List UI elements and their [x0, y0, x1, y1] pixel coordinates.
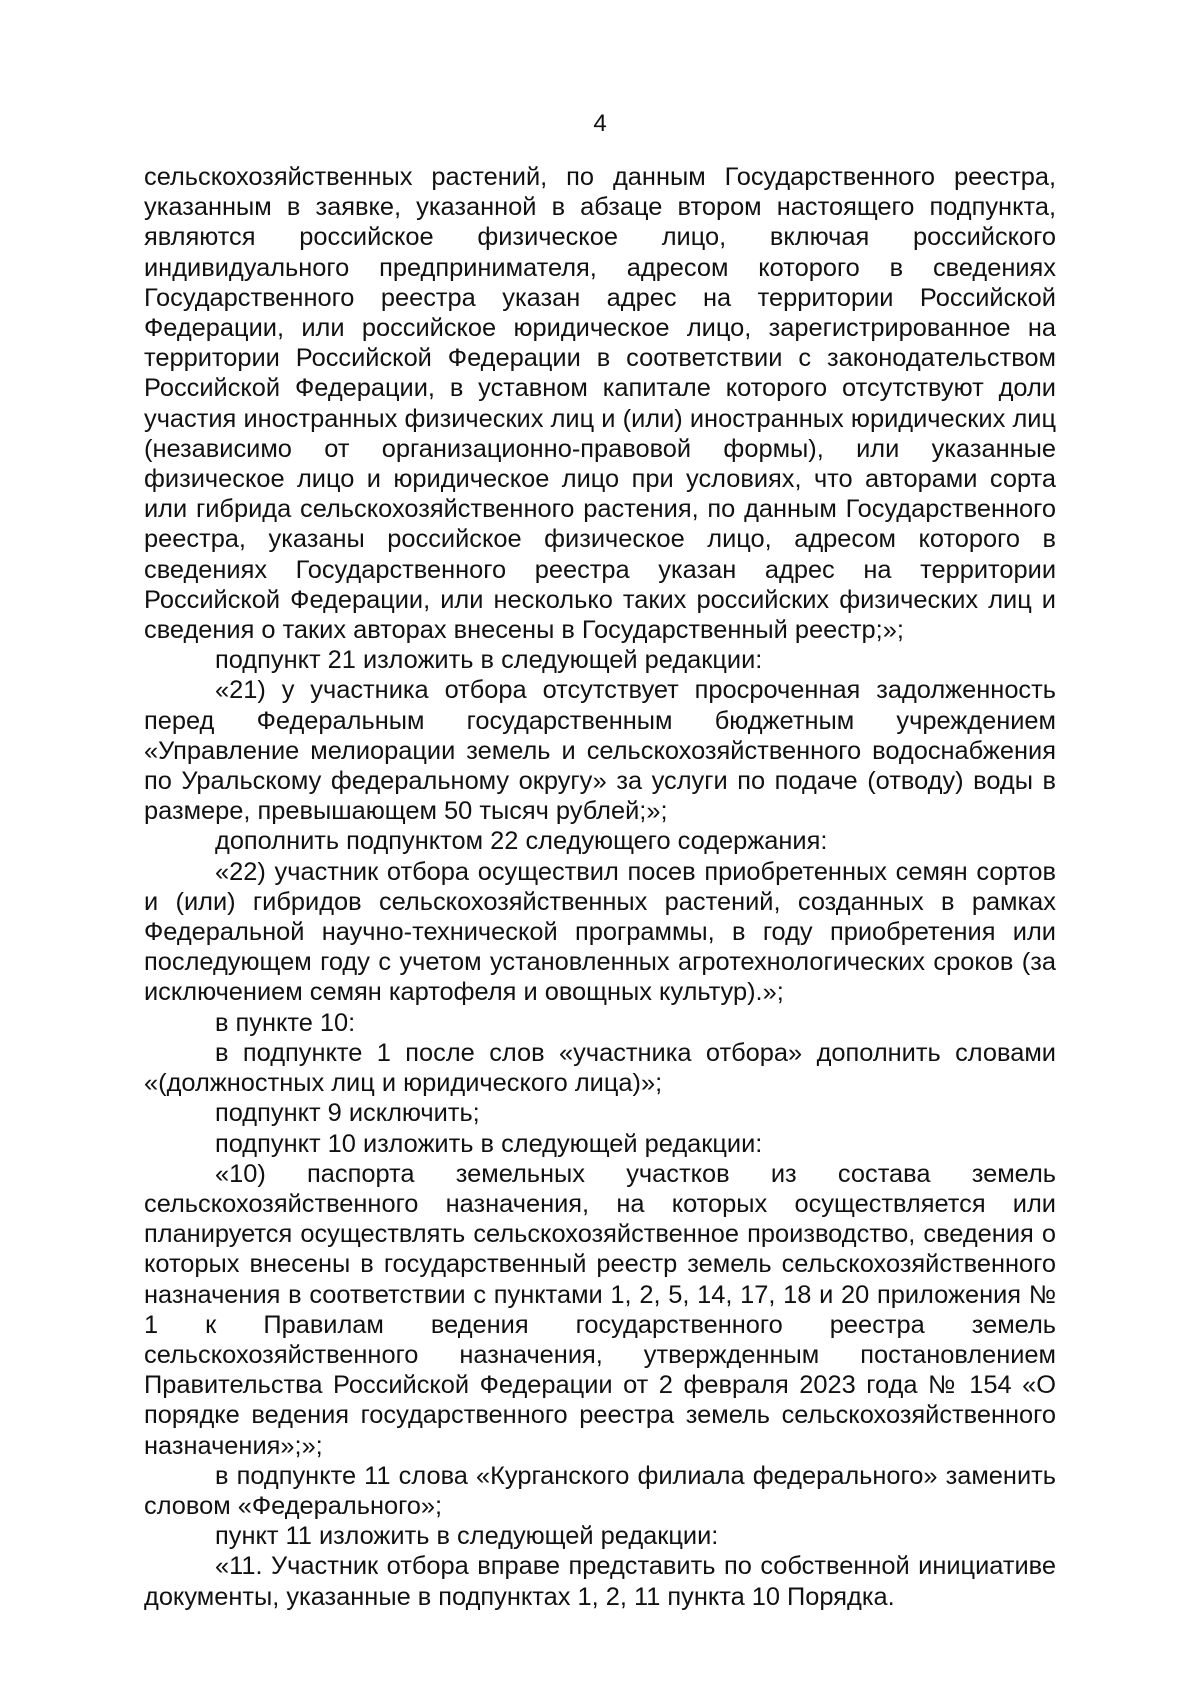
page-number: 4	[593, 110, 607, 137]
paragraph-subitem-21-instruction: подпункт 21 изложить в следующей редакции:	[215, 646, 763, 675]
paragraph-subitem-10-text: «10) паспорта земельных участков из состава земель сельскохозяйственного назначения, на которых осуществляется или планируется осуществлять сельскохозяйственное производство, сведения о которых внесены в государственный реестр земель сельскохозяйственного назначения в соответствии с пунктами 1, 2, 5, 14, 17, 18 и 20 приложения № 1 к Правилам ведения государственного реестра земель сельскохозяйственного назначения, утвержденным постановлением Правительства Российской Федерации от 2 февраля 2023 года № 154 «О порядке ведения государственного реестра земель сельскохозяйственного назначения»;»;	[144, 1159, 1056, 1460]
paragraph-subitem-1-amendment: в подпункте 1 после слов «участника отбора» дополнить словами «(должностных лиц и юридического лица)»;	[144, 1038, 1056, 1098]
paragraph-item-10-heading: в пункте 10:	[215, 1008, 356, 1037]
paragraph-subitem-22-instruction: дополнить подпунктом 22 следующего содержания:	[215, 827, 828, 856]
paragraph-item-11-text: «11. Участник отбора вправе представить по собственной инициативе документы, указанные в подпунктах 1, 2, 11 пункта 10 Порядка.	[144, 1552, 1056, 1611]
paragraph-subitem-22-text: «22) участник отбора осуществил посев приобретенных семян сортов и (или) гибридов сельскохозяйственных растений, созданных в рамках Федеральной научно-технической программы, в году приобретения или последующем году с учетом установленных агротехнологических сроков (за исключением семян картофеля и овощных культур).»;	[144, 857, 1056, 1007]
paragraph-item-11-instruction: пункт 11 изложить в следующей редакции:	[215, 1522, 719, 1551]
paragraph-subitem-9-removal: подпункт 9 исключить;	[215, 1099, 480, 1128]
paragraph-subitem-11-amendment: в подпункте 11 слова «Курганского филиала федерального» заменить словом «Федерального»;	[144, 1461, 1056, 1520]
paragraph-subitem-10-instruction: подпункт 10 изложить в следующей редакции:	[215, 1129, 763, 1158]
paragraph-subitem-21-text: «21) у участника отбора отсутствует просроченная задолженность перед Федеральным государственным бюджетным учреждением «Управление мелиорации земель и сельскохозяйственного водоснабжения по Уральскому федеральному округу» за услуги по подаче (отводу) воды в размере, превышающем 50 тысяч рублей;»;	[144, 676, 1056, 826]
paragraph-continuation: сельскохозяйственных растений, по данным Государственного реестра, указанным в заявке, указанной в абзаце втором настоящего подпункта, являются российское физическое лицо, включая российского индивидуального предпринимателя, адресом которого в сведениях Государственного реестра указан адрес на территории Российской Федерации, или российское юридическое лицо, зарегистрированное на территории Российской Федерации в соответствии с законодательством Российской Федерации, в уставном капитале которого отсутствуют доли участия иностранных физических лиц и (или) иностранных юридических лиц (независимо от организационно-правовой формы), или указанные физическое лицо и юридическое лицо при условиях, что авторами сорта или гибрида сельскохозяйственного растения, по данным Государственного реестра, указаны российское физическое лицо, адресом которого в сведениях Государственного реестра указан адрес на территории Российской Федерации, или несколько таких российских физических лиц и сведения о таких авторах внесены в Государственный реестр;»;	[144, 163, 1056, 645]
document-body	[144, 162, 1056, 1612]
